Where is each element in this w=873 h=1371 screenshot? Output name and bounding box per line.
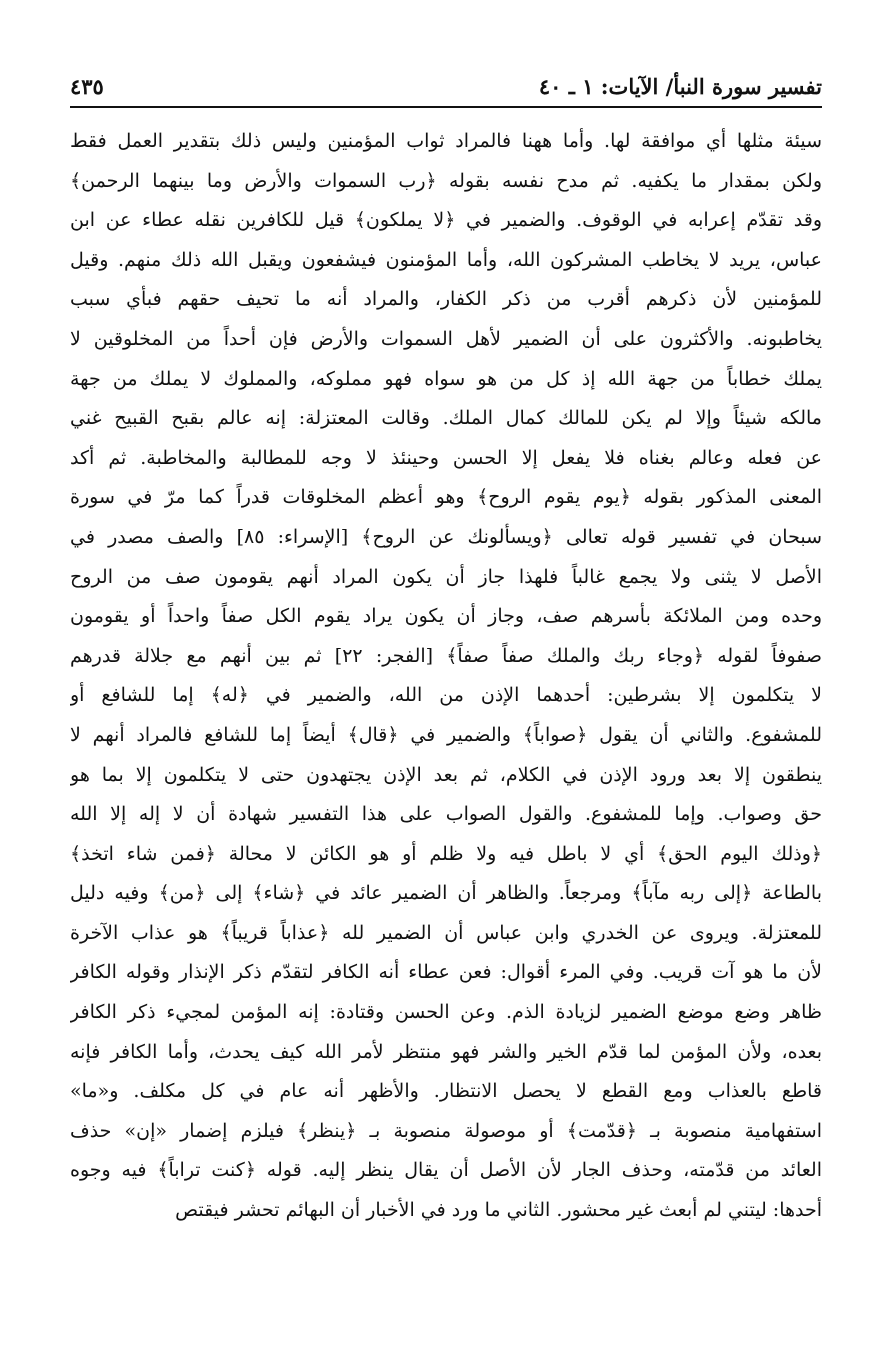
text-line: مالكه شيئاً وإلا لم يكن للمالك كمال الملك. وقالت المعتزلة: إنه عالم بقبح القبيح غني bbox=[70, 407, 822, 430]
page-header bbox=[70, 66, 822, 108]
text-line: لا يتكلمون إلا بشرطين: أحدهما الإذن من الله، والضمير في ﴿له﴾ إما للشافع أو bbox=[70, 684, 822, 707]
body-text bbox=[70, 122, 822, 1231]
text-line: استفهامية منصوبة بـ ﴿قدّمت﴾ أو موصولة منصوبة بـ ﴿ينظر﴾ فيلزم إضمار «إن» حذف bbox=[70, 1119, 822, 1142]
text-line: قاطع بالعذاب ومع القطع لا يحصل الانتظار. والأظهر أنه عام في كل مكلف. و«ما» bbox=[70, 1080, 822, 1103]
text-line: ولكن بمقدار ما يكفيه. ثم مدح نفسه بقوله ﴿رب السموات والأرض وما بينهما الرحمن﴾ bbox=[70, 169, 822, 192]
text-line: العائد من قدّمته، وحذف الجار لأن الأصل أن يقال ينظر إليه. قوله ﴿كنت تراباً﴾ فيه وجوه bbox=[70, 1159, 822, 1182]
text-line: أحدها: ليتني لم أبعث غير محشور. الثاني ما ورد في الأخبار أن البهائم تحشر فيقتص bbox=[175, 1199, 822, 1222]
text-line: ظاهر وضع موضع الضمير لزيادة الذم. وعن الحسن وقتادة: إنه المؤمن لمجيء ذكر الكافر bbox=[70, 1001, 822, 1024]
text-line: حق وصواب. وإما للمشفوع. والقول الصواب على هذا التفسير شهادة أن لا إله إلا الله bbox=[70, 803, 822, 826]
page-number: ٤٣٥ bbox=[70, 73, 104, 99]
text-line: وقد تقدّم إعرابه في الوقوف. والضمير في ﴿لا يملكون﴾ قيل للكافرين نقله عطاء عن ابن bbox=[70, 209, 822, 232]
text-line: عباس، يريد لا يخاطب المشركون الله، وأما المؤمنون فيشفعون ويقبل الله ذلك منهم. وقيل bbox=[70, 248, 822, 271]
text-line: للمعتزلة. ويروى عن الخدري وابن عباس أن الضمير لله ﴿عذاباً قريباً﴾ هو عذاب الآخرة bbox=[70, 921, 822, 944]
text-line: صفوفاً لقوله ﴿وجاء ربك والملك صفاً صفاً﴾ [الفجر: ٢٢] ثم بين أنهم مع جلالة قدرهم bbox=[70, 644, 822, 667]
text-line: ﴿وذلك اليوم الحق﴾ أي لا باطل فيه ولا ظلم أو هو الكائن لا محالة ﴿فمن شاء اتخذ﴾ bbox=[70, 842, 822, 865]
running-title: تفسير سورة النبأ/ الآيات: ١ ـ ٤٠ bbox=[538, 73, 822, 99]
text-line: ينطقون إلا بعد ورود الإذن في الكلام، ثم بعد الإذن يجتهدون حتى لا يتكلمون إلا بما هو bbox=[70, 763, 822, 786]
text-line: عن فعله وعالم بغناه فلا يفعل إلا الحسن وحينئذ لا وجه للمطالبة والمخاطبة. ثم أكد bbox=[70, 446, 822, 469]
text-line: للمؤمنين لأن ذكرهم أقرب من ذكر الكفار، والمراد أنه ما تحيف حقهم فبأي سبب bbox=[70, 288, 822, 311]
text-line: سيئة مثلها أي موافقة لها. وأما ههنا فالمراد ثواب المؤمنين وليس ذلك بتقدير العمل فقط bbox=[70, 130, 822, 152]
text-line: المعنى المذكور بقوله ﴿يوم يقوم الروح﴾ وهو أعظم المخلوقات قدراً كما مرّ في سورة bbox=[70, 486, 822, 509]
text-line: للمشفوع. والثاني أن يقول ﴿صواباً﴾ والضمير في ﴿قال﴾ أيضاً إما للشافع فالمراد أنهم لا bbox=[70, 723, 822, 746]
text-line: لأن ما هو آت قريب. وفي المرء أقوال: فعن عطاء أنه الكافر لتقدّم ذكر الإنذار وقوله الكافر bbox=[70, 961, 822, 984]
text-line: وحده ومن الملائكة بأسرهم صف، وجاز أن يكون يراد يقوم الكل صفاً واحداً أو يقومون bbox=[70, 605, 822, 628]
text-line: الأصل لا يثنى ولا يجمع غالباً فلهذا جاز أن يكون المراد أنهم يقومون صف من الروح bbox=[70, 565, 822, 588]
text-line: سبحان في تفسير قوله تعالى ﴿ويسألونك عن الروح﴾ [الإسراء: ٨٥] والصف مصدر في bbox=[70, 525, 822, 548]
text-line: بعده، ولأن المؤمن لما قدّم الخير والشر فهو منتظر لأمر الله كيف يحدث، وأما الكافر فإنه bbox=[70, 1040, 822, 1063]
text-line: بالطاعة ﴿إلى ربه مآباً﴾ ومرجعاً. والظاهر أن الضمير عائد في ﴿شاء﴾ إلى ﴿من﴾ وفيه دليل bbox=[70, 882, 822, 905]
text-line: يملك خطاباً من جهة الله إذ كل من هو سواه فهو مملوكه، والمملوك لا يملك من جهة bbox=[70, 367, 822, 390]
text-line: يخاطبونه. والأكثرون على أن الضمير لأهل السموات والأرض فإن أحداً من المخلوقين لا bbox=[70, 327, 822, 350]
